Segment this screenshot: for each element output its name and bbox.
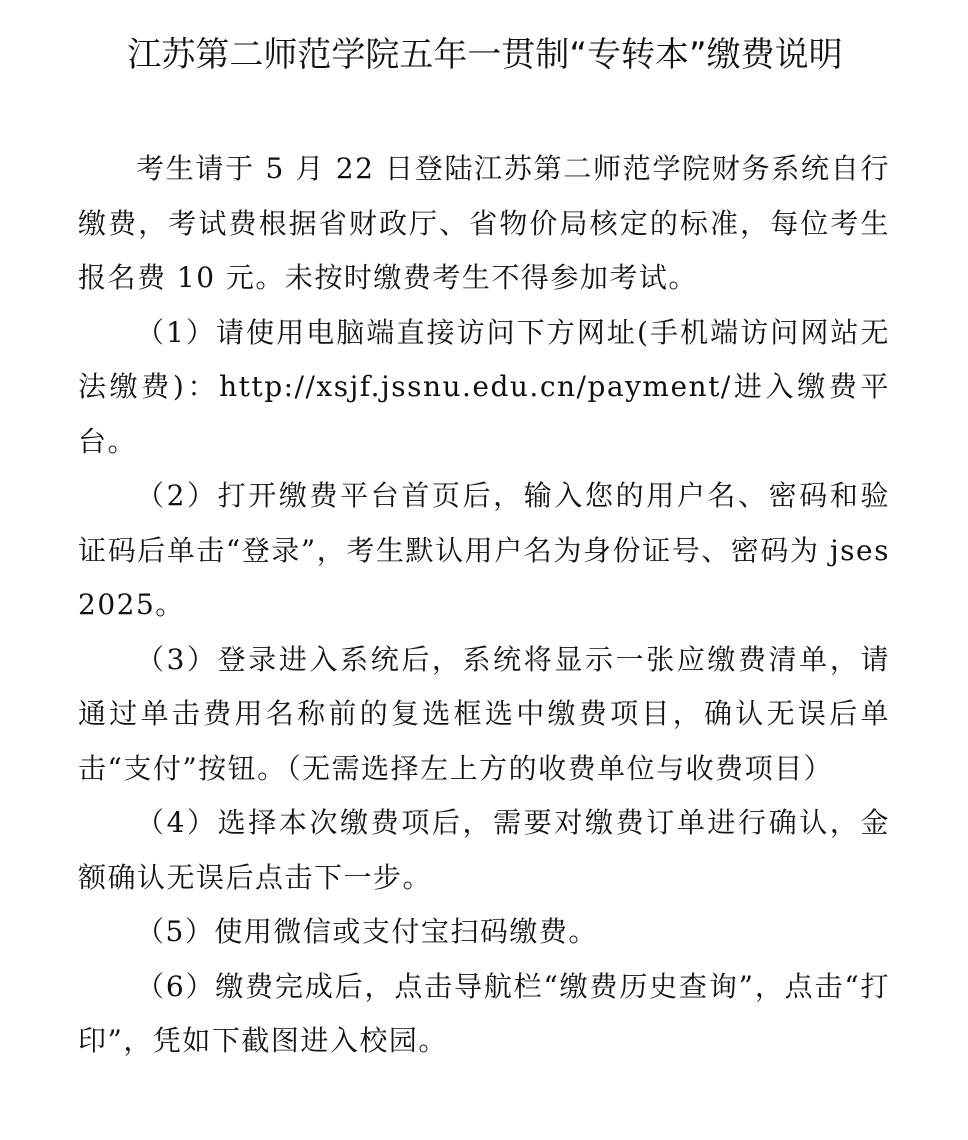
paragraph-step-1: （1）请使用电脑端直接访问下方网址(手机端访问网站无法缴费)：http://xsjf.jssnu.edu.cn/payment/进入缴费平台。: [78, 315, 890, 458]
paragraph-step-5: （5）使用微信或支付宝扫码缴费。: [136, 915, 598, 948]
document-body: [78, 142, 890, 1069]
paragraph-intro: 考生请于 5 月 22 日登陆江苏第二师范学院财务系统自行缴费，考试费根据省财政厅、省物价局核定的标准，每位考生报名费 10 元。未按时缴费考生不得参加考试。: [78, 152, 890, 294]
document-title: 江苏第二师范学院五年一贯制“专转本”缴费说明: [127, 35, 843, 75]
paragraph-step-3: （3）登录进入系统后，系统将显示一张应缴费清单，请通过单击费用名称前的复选框选中缴费项目，确认无误后单击“支付”按钮。（无需选择左上方的收费单位与收费项目）: [78, 642, 890, 785]
paragraph-step-4: （4）选择本次缴费项后，需要对缴费订单进行确认，金额确认无误后点击下一步。: [78, 806, 890, 894]
paragraph-step-6: （6）缴费完成后，点击导航栏“缴费历史查询”，点击“打印”，凭如下截图进入校园。: [78, 969, 890, 1057]
paragraph-step-2: （2）打开缴费平台首页后，输入您的用户名、密码和验证码后单击“登录”，考生默认用户名为身份证号、密码为 jses2025。: [78, 479, 890, 621]
